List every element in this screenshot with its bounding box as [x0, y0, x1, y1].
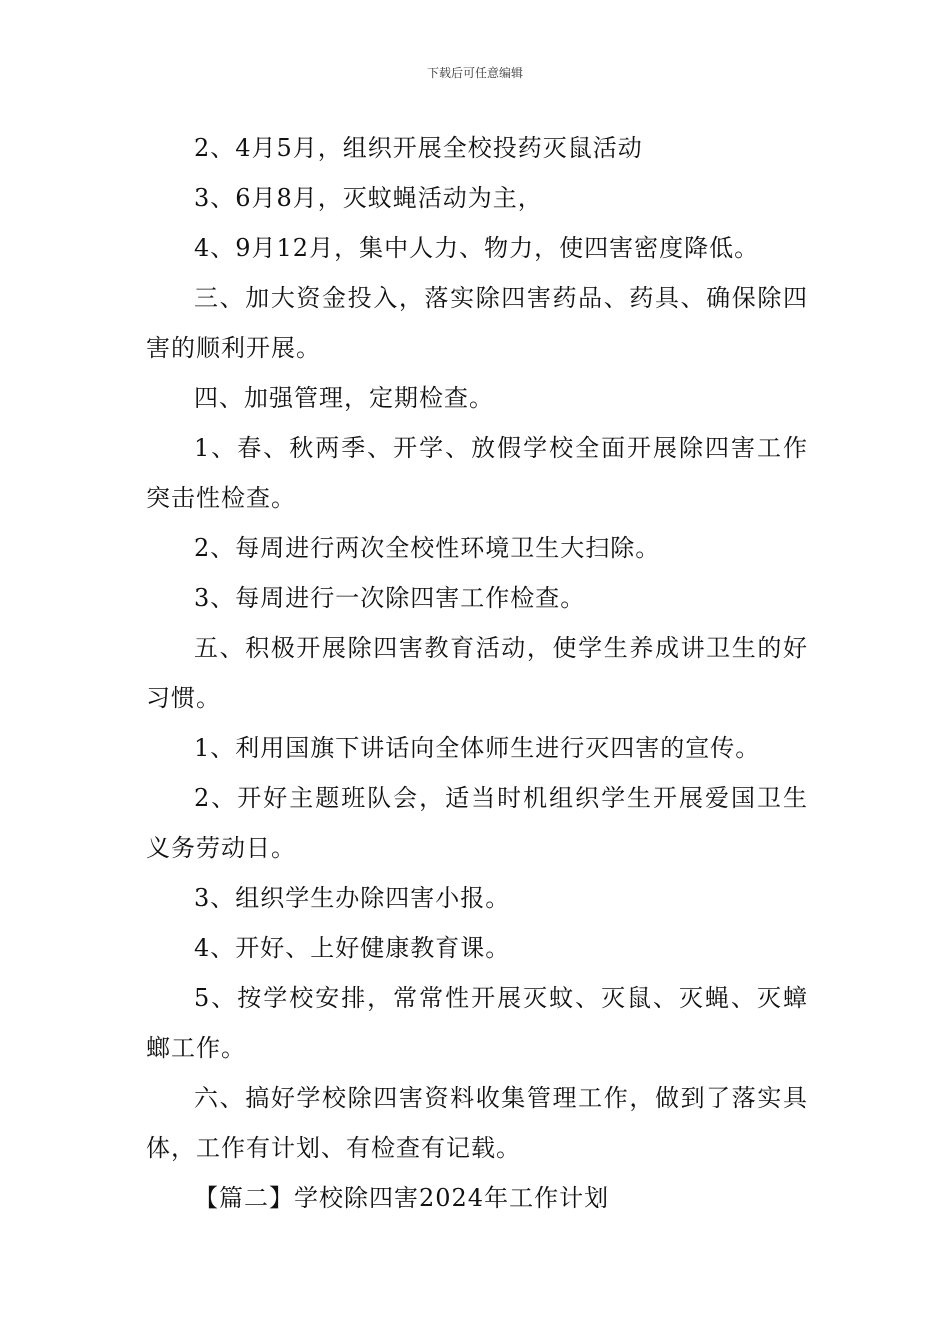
paragraph: 三、加大资金投入，落实除四害药品、药具、确保除四害的顺利开展。 — [146, 284, 808, 362]
paragraph: 5、按学校安排，常常性开展灭蚊、灭鼠、灭蝇、灭蟑螂工作。 — [146, 984, 808, 1062]
paragraph: 3、每周进行一次除四害工作检查。 — [194, 584, 586, 612]
paragraph: 2、开好主题班队会，适当时机组织学生开展爱国卫生义务劳动日。 — [146, 784, 808, 862]
section-heading: 【篇二】学校除四害2024年工作计划 — [194, 1184, 610, 1212]
paragraph: 四、加强管理，定期检查。 — [194, 384, 494, 412]
paragraph: 1、春、秋两季、开学、放假学校全面开展除四害工作突击性检查。 — [146, 434, 808, 512]
paragraph: 1、利用国旗下讲话向全体师生进行灭四害的宣传。 — [194, 734, 761, 762]
page-header: 下载后可任意编辑 — [426, 66, 523, 80]
document-body — [146, 123, 808, 1223]
paragraph: 2、4月5月，组织开展全校投药灭鼠活动 — [194, 134, 643, 162]
paragraph: 六、搞好学校除四害资料收集管理工作，做到了落实具体，工作有计划、有检查有记载。 — [146, 1084, 808, 1162]
paragraph: 3、组织学生办除四害小报。 — [194, 884, 511, 912]
paragraph: 4、9月12月，集中人力、物力，使四害密度降低。 — [194, 234, 760, 262]
paragraph: 3、6月8月，灭蚊蝇活动为主， — [194, 184, 543, 212]
paragraph: 4、开好、上好健康教育课。 — [194, 934, 511, 962]
paragraph: 五、积极开展除四害教育活动，使学生养成讲卫生的好习惯。 — [146, 634, 808, 712]
paragraph: 2、每周进行两次全校性环境卫生大扫除。 — [194, 534, 661, 562]
